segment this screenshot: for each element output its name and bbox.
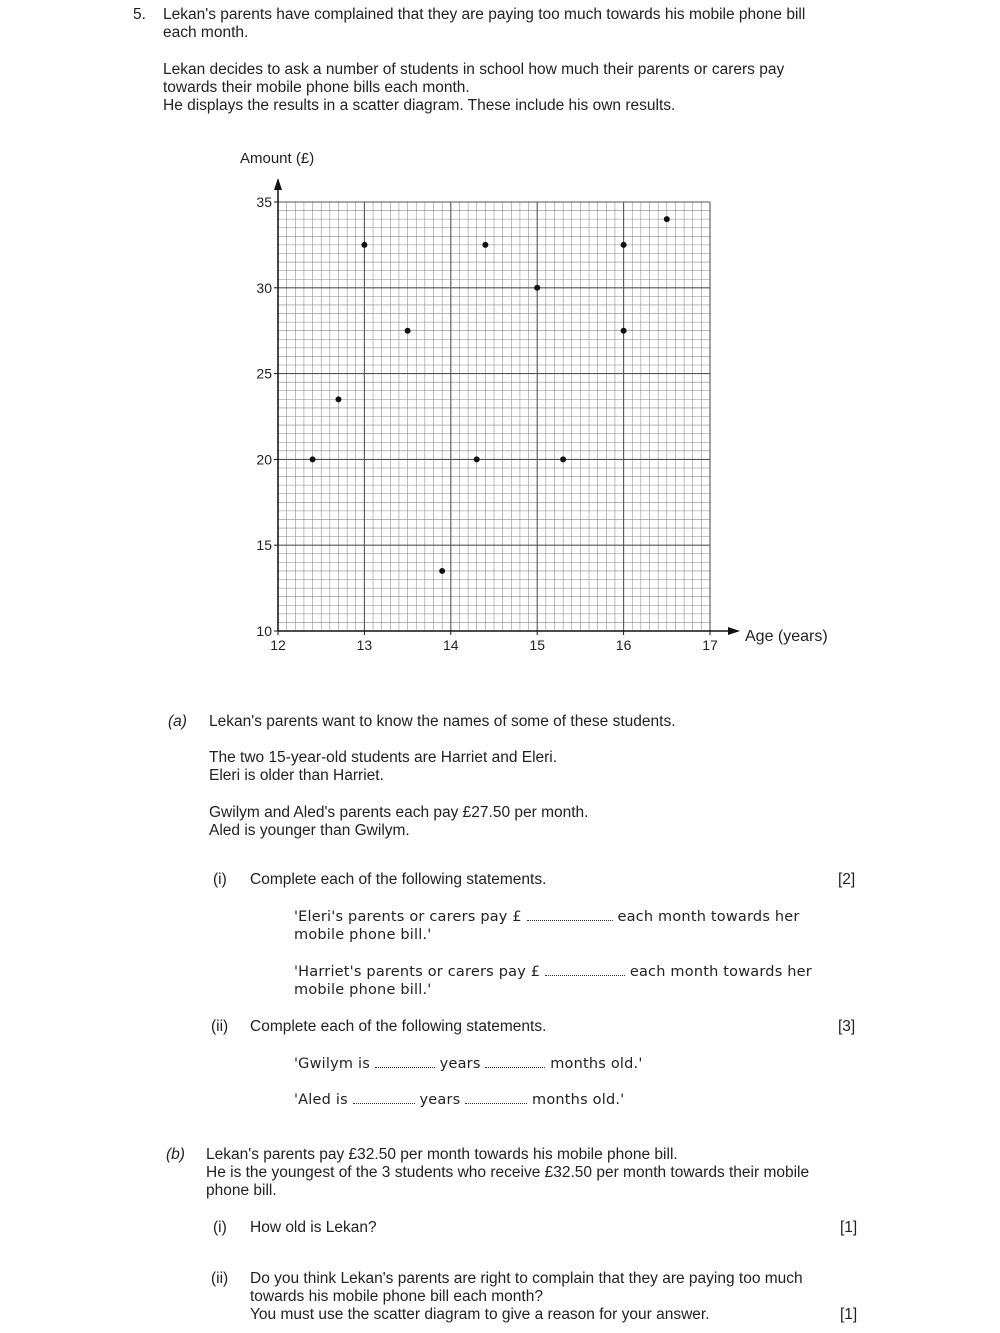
y-tick-label: 25 <box>256 365 272 382</box>
y-tick-label: 10 <box>256 623 272 639</box>
part-b-ii-line-3: You must use the scatter diagram to give a reason for your answer. <box>250 1306 710 1323</box>
aled-text-3: months old.' <box>532 1092 625 1108</box>
eleri-statement-line-2: mobile phone bill.' <box>294 927 432 943</box>
intro-line-1: Lekan's parents have complained that they are paying too much towards his mobile phone bill <box>163 6 806 23</box>
x-tick-label: 12 <box>270 637 286 653</box>
harriet-statement-text-2: each month towards her <box>629 964 812 980</box>
part-b-i-marks: [1] <box>840 1219 858 1236</box>
data-point <box>310 456 316 462</box>
para-line-1: Lekan decides to ask a number of students in school how much their parents or carers pay <box>163 61 785 78</box>
data-point <box>361 242 367 248</box>
part-a-i-text: Complete each of the following statements. <box>250 871 547 888</box>
eleri-amount-blank[interactable] <box>527 908 613 921</box>
part-b-ii-line-2: towards his mobile phone bill each month? <box>250 1288 543 1305</box>
part-b-line-3: phone bill. <box>206 1182 277 1199</box>
gwilym-statement <box>294 1055 643 1073</box>
data-point <box>560 456 566 462</box>
y-tick-label: 30 <box>256 279 272 296</box>
eleri-statement-text: 'Eleri's parents or carers pay £ <box>294 909 522 925</box>
gwilym-text-3: months old.' <box>550 1056 643 1072</box>
x-axis-label: Age (years) <box>745 628 828 645</box>
aled-text-1: 'Aled is <box>294 1092 348 1108</box>
gwilym-text-1: 'Gwilym is <box>294 1056 371 1072</box>
gwilym-years-blank[interactable] <box>375 1055 435 1068</box>
question-number: 5. <box>133 6 146 23</box>
part-a-line-5: Aled is younger than Gwilym. <box>209 822 410 839</box>
data-points <box>310 216 670 574</box>
y-tick-label: 15 <box>256 537 272 554</box>
eleri-statement-text-2: each month towards her <box>617 909 800 925</box>
x-tick-label: 17 <box>702 637 718 653</box>
y-tick-label: 20 <box>256 451 272 468</box>
para-line-3: He displays the results in a scatter diagram. These include his own results. <box>163 97 676 114</box>
part-a-i-label: (i) <box>213 871 227 888</box>
intro-line-2: each month. <box>163 24 249 41</box>
part-a-line-2: The two 15-year-old students are Harriet and Eleri. <box>209 749 558 766</box>
part-b-ii-line-1: Do you think Lekan's parents are right to complain that they are paying too much <box>250 1270 803 1287</box>
part-a-ii-label: (ii) <box>211 1018 229 1035</box>
data-point <box>439 568 445 574</box>
eleri-statement-line-1 <box>294 908 800 926</box>
part-a-line-3: Eleri is older than Harriet. <box>209 767 384 784</box>
y-axis-arrow <box>274 178 282 190</box>
part-b-line-2: He is the youngest of the 3 students who receive £32.50 per month towards their mobile <box>206 1164 810 1181</box>
part-a-line-4: Gwilym and Aled's parents each pay £27.50 per month. <box>209 804 589 821</box>
x-tick-label: 15 <box>529 637 545 653</box>
ticks <box>256 194 718 653</box>
y-tick-label: 35 <box>256 194 272 210</box>
gwilym-months-blank[interactable] <box>485 1055 545 1068</box>
part-b-ii-label: (ii) <box>211 1270 229 1287</box>
data-point <box>405 328 411 334</box>
data-point <box>482 242 488 248</box>
part-b-i-text: How old is Lekan? <box>250 1219 377 1236</box>
part-a-label: (a) <box>168 713 187 730</box>
part-a-line-1: Lekan's parents want to know the names of some of these students. <box>209 713 676 730</box>
harriet-statement-line-1 <box>294 963 812 981</box>
part-b-label: (b) <box>166 1146 185 1163</box>
x-axis-arrow <box>728 627 740 635</box>
scatter-diagram <box>230 145 850 665</box>
aled-statement <box>294 1091 624 1109</box>
x-tick-label: 13 <box>356 637 373 653</box>
aled-months-blank[interactable] <box>465 1091 527 1104</box>
axes <box>274 178 740 635</box>
harriet-statement-text: 'Harriet's parents or carers pay £ <box>294 964 541 980</box>
x-tick-label: 14 <box>443 637 459 653</box>
harriet-statement-line-2: mobile phone bill.' <box>294 982 432 998</box>
harriet-amount-blank[interactable] <box>545 963 625 976</box>
aled-text-2: years <box>419 1092 461 1108</box>
data-point <box>621 242 627 248</box>
para-line-2: towards their mobile phone bills each month. <box>163 79 470 96</box>
data-point <box>621 328 627 334</box>
data-point <box>534 285 540 291</box>
part-a-i-marks: [2] <box>838 871 856 888</box>
part-b-ii-marks: [1] <box>840 1306 858 1323</box>
part-b-i-label: (i) <box>213 1219 227 1236</box>
y-axis-label: Amount (£) <box>240 150 315 167</box>
grid-minor <box>278 202 710 631</box>
x-tick-label: 16 <box>615 637 632 653</box>
part-b-line-1: Lekan's parents pay £32.50 per month towards his mobile phone bill. <box>206 1146 678 1163</box>
data-point <box>664 216 670 222</box>
data-point <box>474 456 480 462</box>
part-a-ii-marks: [3] <box>838 1018 856 1035</box>
aled-years-blank[interactable] <box>353 1091 415 1104</box>
data-point <box>335 396 341 402</box>
gwilym-text-2: years <box>439 1056 481 1072</box>
part-a-ii-text: Complete each of the following statements. <box>250 1018 547 1035</box>
